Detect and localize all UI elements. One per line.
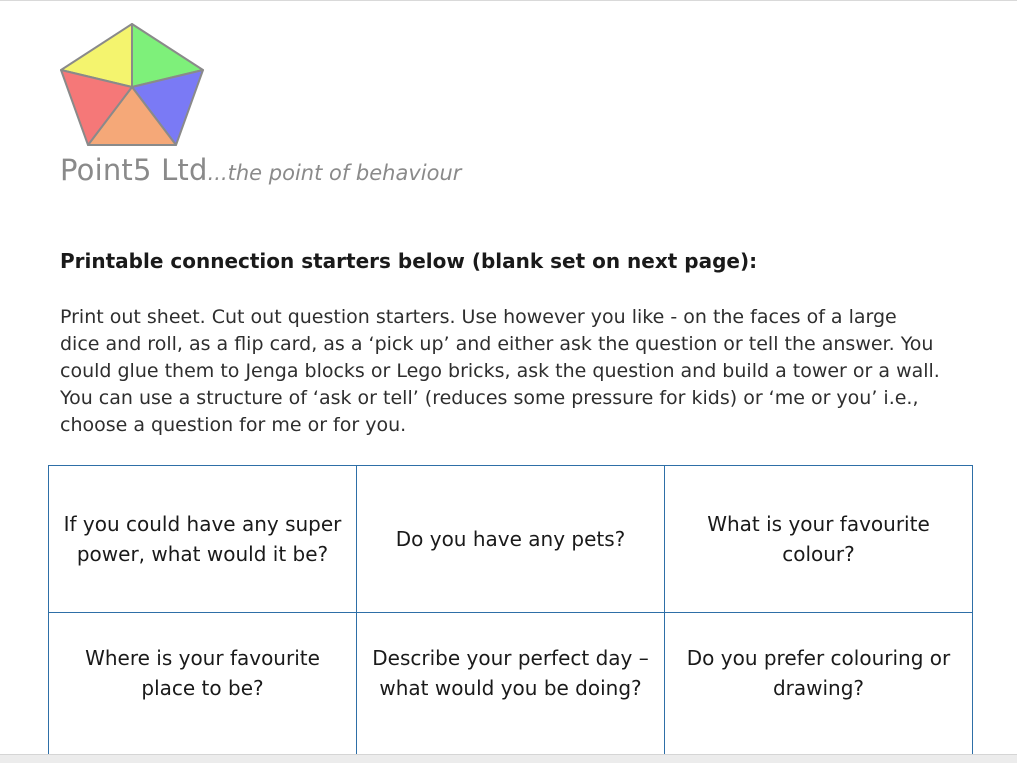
section-heading: Printable connection starters below (blank set on next page):	[60, 249, 758, 273]
question-cards-table	[48, 465, 973, 763]
pentagon-logo-icon	[59, 23, 205, 147]
brand-tagline: ...the point of behaviour	[207, 161, 462, 185]
question-card: If you could have any super power, what would it be?	[49, 466, 357, 613]
viewer-bottom-bar	[0, 754, 1017, 763]
brand-line	[60, 153, 461, 187]
question-card: Do you prefer colouring or drawing?	[665, 613, 973, 763]
cards-row	[49, 466, 973, 613]
cards-row	[49, 613, 973, 763]
question-card: Do you have any pets?	[357, 466, 665, 613]
question-card: What is your favourite colour?	[665, 466, 973, 613]
brand-name: Point5 Ltd	[60, 153, 208, 187]
question-card: Where is your favourite place to be?	[49, 613, 357, 763]
instructions-paragraph: Print out sheet. Cut out question starters. Use however you like - on the faces of a large dice and roll, as a flip card, as a ‘pick up’ and either ask the question or tell the answer. You could glue them to Jenga blocks or Lego bricks, ask the question and build a tower or a wall. You can use a structure of ‘ask or tell’ (reduces some pressure for kids) or ‘me or you’ i.e., choose a question for me or for you.	[60, 306, 940, 436]
question-card: Describe your perfect day – what would you be doing?	[357, 613, 665, 763]
